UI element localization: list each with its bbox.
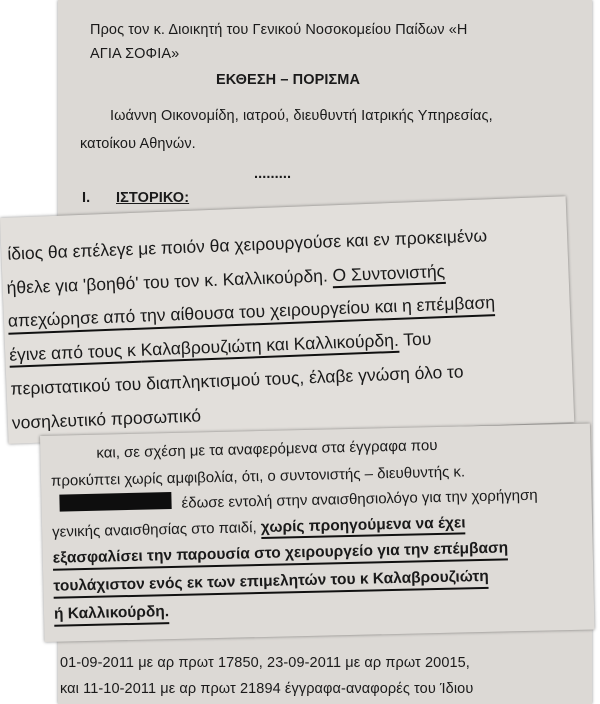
clip1-line-4 <box>9 329 432 366</box>
clip2-line: και, σε σχέση με τα αναφερόμενα στα έγγραφα που <box>96 436 438 462</box>
clip1-line-4-end: Του <box>398 328 432 350</box>
clip2-line-6: τουλάχιστον ενός εκ των επιμελητών του κ Καλαβρουζιώτη <box>53 568 489 599</box>
clip2-line-2: προκύπτει χωρίς αμφιβολία, ότι, ο συντονιστής – διευθυντής κ. <box>50 463 466 490</box>
author-line: Ιωάννη Οικονομίδη, ιατρού, διευθυντή Ιατρικής Υπηρεσίας, <box>110 108 493 124</box>
clip1-line-5: περιστατικού του διαπληκτισμού τους, έλαβε γνώση όλο το <box>10 361 464 399</box>
clip1-line-3: απεχώρησε από την αίθουσα του χειρουργείου και η επέμβαση <box>8 292 496 335</box>
clip1-line: ίδιος θα επέλεγε με ποιόν θα χειρουργούσε και εν προκειμένω <box>6 225 488 264</box>
clip2-line-3: έδωσε εντολή στην αναισθησιολόγο για την χορήγηση <box>181 486 538 512</box>
clip2-line-7: ή Καλλικούρδη. <box>54 603 170 627</box>
clip1-underlined-names: Καλαβρουζιώτη και Καλλικούρδη. <box>140 330 399 363</box>
clip2-line-4-text: γενικής αναισθησίας στο παιδί, <box>51 519 262 541</box>
bottom-line-2: και 11-10-2011 με αρ πρωτ 21894 έγγραφα-αναφορές του Ίδιου <box>60 681 474 697</box>
section-title: ΙΣΤΟΡΙΚΟ: <box>116 190 190 206</box>
clip2-underlined-phrase: χωρίς προηγούμενα να έχει <box>261 514 466 539</box>
newspaper-clipping-1 <box>0 196 574 444</box>
clip1-line-2-text: ήθελε για 'βοηθό' του τον κ. Καλλικούρδη. <box>6 265 333 298</box>
separator-dots: ......... <box>254 166 292 182</box>
addressee-line: Προς τον κ. Διοικητή του Γενικού Νοσοκομείου Παίδων «Η <box>90 22 468 38</box>
clip2-line-4 <box>52 514 466 541</box>
redaction-bar <box>59 492 171 512</box>
author-line-2: κατοίκου Αθηνών. <box>80 136 196 152</box>
clip1-line-2 <box>6 261 445 299</box>
clip1-line-4-start: έγινε από τους κ <box>9 340 141 368</box>
clip1-underlined-phrase: Ο Συντονιστής <box>332 261 445 288</box>
section-number: I. <box>82 190 91 206</box>
addressee-line-2: ΑΓΙΑ ΣΟΦΙΑ» <box>90 46 180 62</box>
document-heading: ΕΚΘΕΣΗ – ΠΟΡΙΣΜΑ <box>216 72 361 88</box>
clip2-line-5: εξασφαλίσει την παρουσία στο χειρουργείο για την επέμβαση <box>53 539 509 570</box>
clip1-line-6: νοσηλευτικό προσωπικό <box>11 405 202 433</box>
newspaper-clipping-2 <box>40 424 595 642</box>
bottom-line: 01-09-2011 με αρ πρωτ 17850, 23-09-2011 με αρ πρωτ 20015, <box>60 655 470 671</box>
